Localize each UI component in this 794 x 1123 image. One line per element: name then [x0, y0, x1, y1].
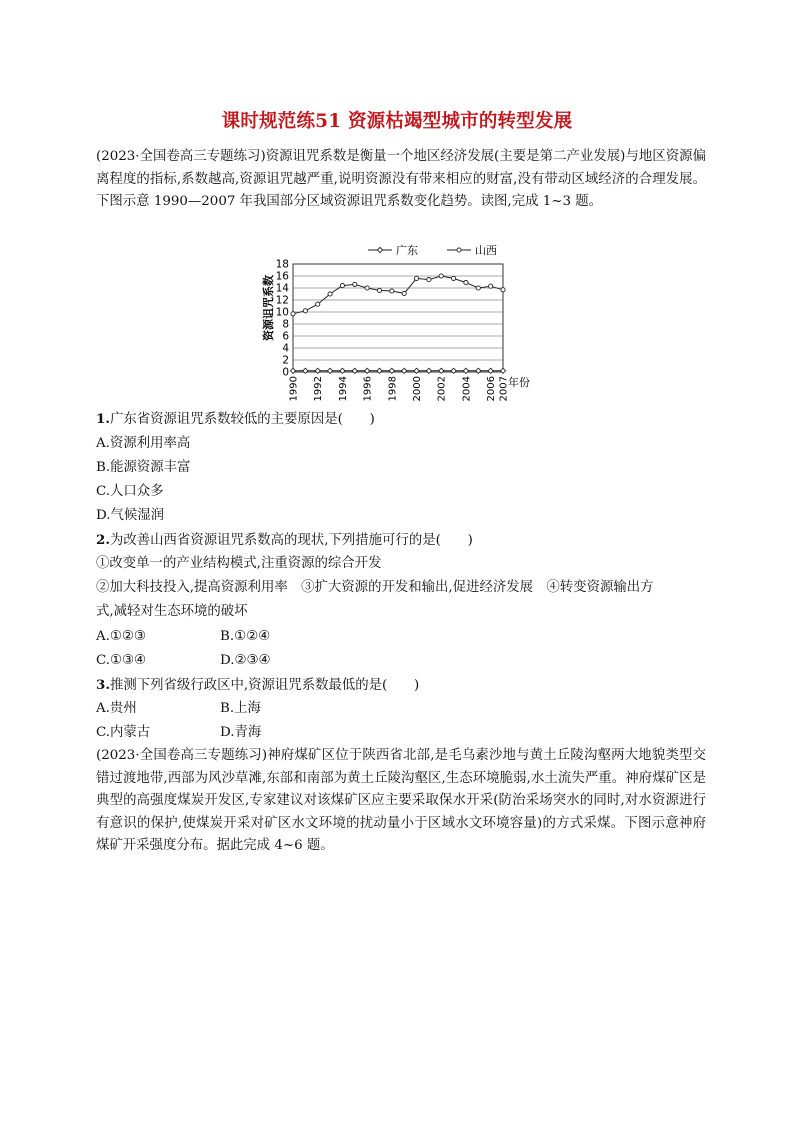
data-point-shanxi	[328, 292, 332, 296]
data-point-shanxi	[414, 276, 418, 280]
data-point-guangdong	[488, 368, 493, 373]
x-axis-label: 年份	[508, 376, 530, 389]
chart-legend	[368, 243, 497, 257]
data-point-shanxi	[377, 288, 381, 292]
page-title: 课时规范练51 资源枯竭型城市的转型发展	[221, 111, 573, 132]
data-point-guangdong	[476, 368, 481, 373]
x-tick-label: 1994	[337, 376, 349, 402]
q2-option-c[interactable]: C.①③④	[96, 653, 147, 668]
y-tick-label: 16	[275, 270, 289, 283]
x-tick-label: 2007	[498, 376, 510, 402]
data-point-shanxi	[340, 284, 344, 288]
q1-option-c[interactable]: C.人口众多	[96, 484, 164, 499]
data-point-guangdong	[389, 368, 394, 373]
y-tick-label: 2	[282, 354, 289, 367]
x-tick-label: 1996	[362, 376, 374, 402]
x-tick-label: 1998	[387, 376, 399, 402]
data-point-shanxi	[501, 288, 505, 292]
y-tick-label: 8	[282, 318, 289, 331]
data-point-guangdong	[315, 368, 320, 373]
data-point-guangdong	[414, 368, 419, 373]
legend-marker-1	[457, 248, 461, 252]
data-point-guangdong	[303, 368, 308, 373]
x-tick-label: 2000	[412, 376, 424, 402]
q2-options-row-1	[96, 627, 270, 647]
data-point-shanxi	[464, 281, 468, 285]
q3-options-row-1	[96, 699, 261, 719]
y-tick-label: 10	[275, 306, 289, 319]
data-point-shanxi	[489, 284, 493, 288]
data-point-guangdong	[463, 368, 468, 373]
q2-options-row-2	[96, 651, 271, 671]
q2-option-a[interactable]: A.①②③	[96, 629, 146, 644]
data-point-shanxi	[353, 282, 357, 286]
x-tick-label: 2006	[486, 376, 498, 402]
q1-option-d[interactable]: D.气候湿润	[96, 508, 165, 523]
legend-label-1: 山西	[475, 244, 497, 257]
data-point-shanxi	[291, 312, 295, 316]
data-point-guangdong	[451, 368, 456, 373]
legend-label-0: 广东	[396, 244, 418, 257]
data-point-shanxi	[439, 274, 443, 278]
x-tick-labels	[289, 376, 510, 401]
question-1: 1.广东省资源诅咒系数较低的主要原因是( )	[96, 411, 375, 427]
data-point-guangdong	[426, 368, 431, 373]
q3-option-a[interactable]: A.贵州	[96, 701, 137, 716]
chart-series	[290, 274, 505, 374]
x-tick-label: 2004	[461, 376, 473, 402]
question-3: 3.推测下列省级行政区中,资源诅咒系数最低的是( )	[96, 677, 420, 693]
data-point-guangdong	[439, 368, 444, 373]
data-point-shanxi	[303, 309, 307, 313]
x-tick-label: 1990	[288, 376, 300, 402]
data-point-shanxi	[451, 276, 455, 280]
data-point-shanxi	[402, 291, 406, 295]
data-point-shanxi	[365, 286, 369, 290]
y-tick-label: 4	[282, 342, 289, 355]
q3-option-c[interactable]: C.内蒙古	[96, 725, 151, 740]
data-point-shanxi	[316, 302, 320, 306]
y-tick-label: 6	[282, 330, 289, 343]
intro-paragraph-2: (2023·全国卷高三专题练习)神府煤矿区位于陕西省北部,是毛乌素沙地与黄土丘陵沟壑两大地貌类型交错过渡地带,西部为风沙草滩,东部和南部为黄土丘陵沟壑区,生态环境脆弱,水土流失严重。神府煤矿区是典型的高强度煤炭开发区,专家建议对该煤矿区应主要采取保水开采(防治采场突水的同时,对水资源进行有意识的保护,使煤炭开采对矿区水文环境的扰动量小于区域水文环境容量)的方式采煤。下图示意神府煤矿开采强度分布。据此完成 4~6 题。	[96, 748, 706, 854]
q2-option-b[interactable]: B.①②④	[220, 629, 271, 644]
curse-coefficient-chart	[255, 238, 545, 403]
data-point-guangdong	[500, 368, 505, 373]
data-point-shanxi	[427, 278, 431, 282]
q3-options-row-2	[96, 723, 261, 743]
data-point-guangdong	[365, 368, 370, 373]
data-point-guangdong	[340, 368, 345, 373]
y-tick-label: 14	[275, 282, 289, 295]
q2-option-d[interactable]: D.②③④	[220, 653, 271, 668]
y-axis-label: 资源诅咒系数	[262, 275, 275, 341]
y-tick-label: 12	[275, 294, 289, 307]
x-tick-label: 1992	[313, 376, 325, 402]
data-point-guangdong	[377, 368, 382, 373]
plot-frame	[293, 264, 503, 372]
y-tick-labels	[276, 259, 290, 379]
q3-option-b[interactable]: B.上海	[220, 701, 261, 716]
data-point-guangdong	[290, 368, 295, 373]
intro-paragraph-1: (2023·全国卷高三专题练习)资源诅咒系数是衡量一个地区经济发展(主要是第二产业发展)与地区资源偏离程度的指标,系数越高,资源诅咒越严重,说明资源没有带来相应的财富,没有带动区域经济的合理发展。下图示意 1990—2007 年我国部分区域资源诅咒系数变化趋势。读图,完成 1~3 题。	[96, 149, 706, 210]
q3-option-d[interactable]: D.青海	[220, 725, 262, 740]
y-tick-label: 0	[282, 366, 289, 379]
q2-statement-1: ①改变单一的产业结构模式,注重资源的综合开发	[96, 556, 382, 571]
series-line-1	[293, 276, 503, 314]
data-point-shanxi	[390, 289, 394, 293]
data-point-guangdong	[352, 368, 357, 373]
chart-grid	[293, 264, 503, 372]
q2-statement-3: 式,减轻对生态环境的破坏	[96, 604, 248, 619]
data-point-guangdong	[327, 368, 332, 373]
y-tick-label: 18	[275, 258, 289, 271]
question-2: 2.为改善山西省资源诅咒系数高的现状,下列措施可行的是( )	[96, 532, 473, 548]
q2-statement-2: ②加大科技投入,提高资源利用率 ③扩大资源的开发和输出,促进经济发展 ④转变资源输出方	[96, 580, 654, 595]
legend-marker-0	[377, 247, 382, 252]
q1-option-a[interactable]: A.资源利用率高	[96, 436, 191, 451]
q1-option-b[interactable]: B.能源资源丰富	[96, 460, 191, 475]
data-point-guangdong	[402, 368, 407, 373]
x-tick-label: 2002	[436, 376, 448, 402]
data-point-shanxi	[476, 286, 480, 290]
